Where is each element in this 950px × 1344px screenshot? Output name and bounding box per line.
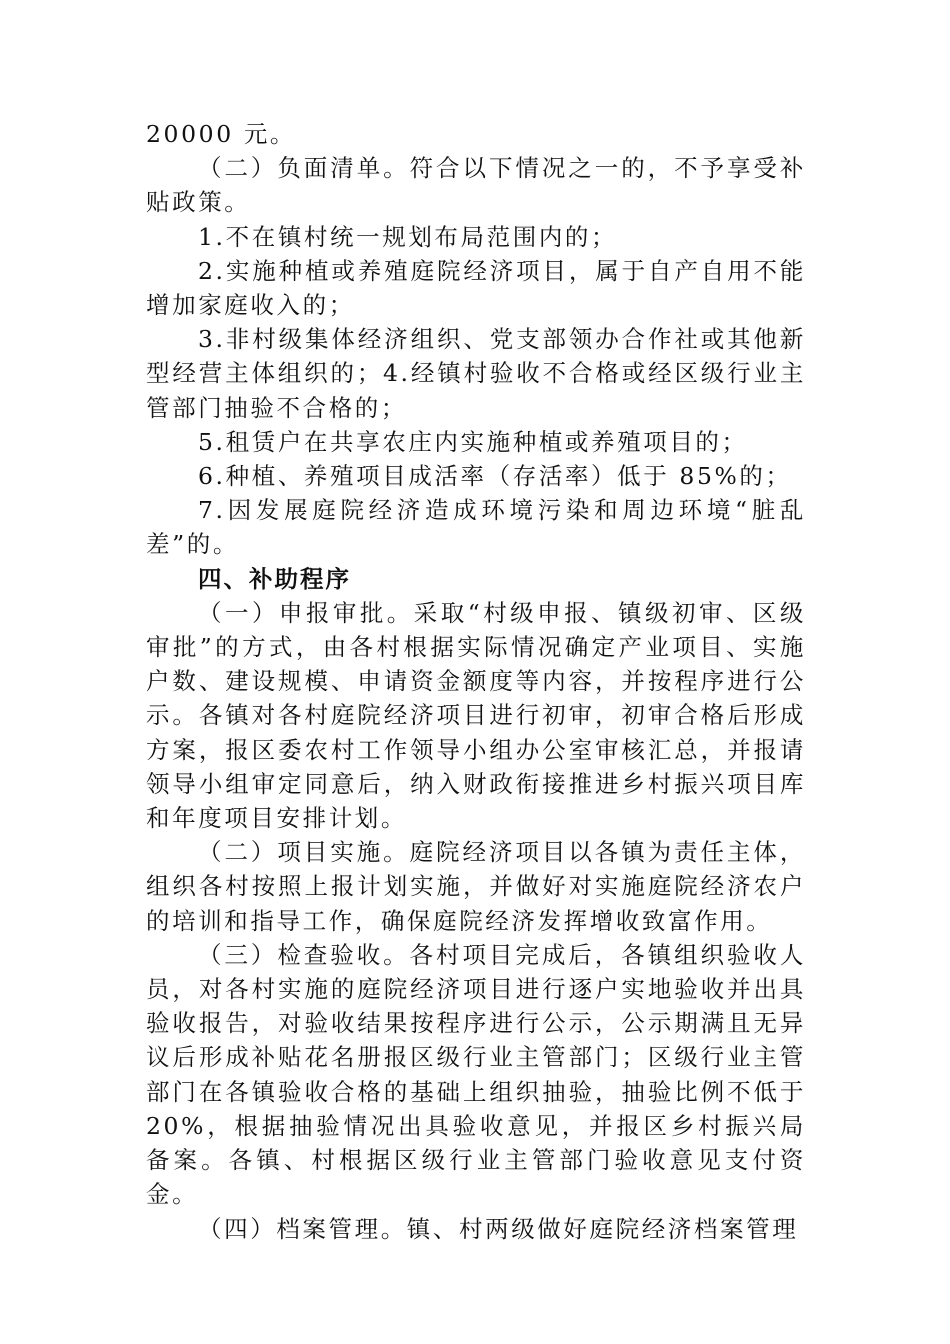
paragraph-project-implementation: （二）项目实施。庭院经济项目以各镇为责任主体，组织各村按照上报计划实施，并做好对实施庭院经济农户的培训和指导工作，确保庭院经济发挥增收致富作用。 [146,838,806,935]
list-item-5: 5.租赁户在共享农庄内实施种植或养殖项目的； [198,427,748,456]
list-item-6: 6.种植、养殖项目成活率（存活率）低于 85%的； [198,462,792,491]
paragraph-amount-continuation: 20000 元。 [146,120,297,148]
paragraph-archive-management: （四）档案管理。镇、村两级做好庭院经济档案管理 [198,1214,799,1243]
paragraph-inspection-acceptance: （三）检查验收。各村项目完成后，各镇组织验收人员，对各村实施的庭院经济项目进行逐户实地验收并出具验收报告，对验收结果按程序进行公示，公示期满且无异议后形成补贴花名册报区级行业主管部门；区级行业主管部门在各镇验收合格的基础上组织抽验，抽验比例不低于 20%，根据抽验情况出具验收意见，并报区乡村振兴局备案。各镇、村根据区级行业主管部门验收意见支付资金。 [146,940,806,1209]
list-item-1: 1.不在镇村统一规划布局范围内的； [198,222,618,251]
document-body [146,117,806,1246]
paragraph-negative-list: （二）负面清单。符合以下情况之一的，不予享受补贴政策。 [146,154,806,217]
list-item-7: 7.因发展庭院经济造成环境污染和周边环境“脏乱差”的。 [146,496,806,559]
paragraph-application-approval: （一）申报审批。采取“村级申报、镇级初审、区级审批”的方式，由各村根据实际情况确定产业项目、实施户数、建设规模、申请资金额度等内容，并按程序进行公示。各镇对各村庭院经济项目进行初审，初审合格后形成方案，报区委农村工作领导小组办公室审核汇总，并报请领导小组审定同意后，纳入财政衔接推进乡村振兴项目库和年度项目安排计划。 [146,598,806,833]
section-heading-procedure: 四、补助程序 [198,564,351,593]
list-item-3-4: 3.非村级集体经济组织、党支部领办合作社或其他新型经营主体组织的；4.经镇村验收不合格或经区级行业主管部门抽验不合格的； [146,325,806,422]
list-item-2: 2.实施种植或养殖庭院经济项目，属于自产自用不能增加家庭收入的； [146,256,806,320]
